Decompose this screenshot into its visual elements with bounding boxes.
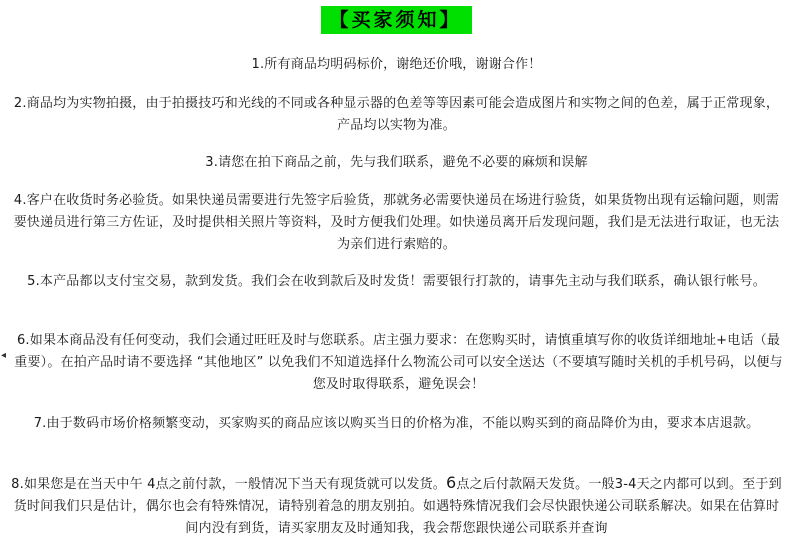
title-wrap — [0, 6, 793, 34]
notice-item-2: 2.商品均为实物拍摄，由于拍摄技巧和光线的不同或各种显示器的色差等等因素可能会造成图片和实物之间的色差，属于正常现象，产品均以实物为准。 — [13, 96, 780, 133]
page-title: 【买家须知】 — [321, 6, 471, 34]
notice-item-6: 6.如果本商品没有任何变动，我们会通过旺旺及时与您联系。店主强力要求：在您购买时，请慎重填写你的收货详细地址+电话（最重要）。在拍产品时请不要选择 “其他地区” 以免我们不知道选择什么物流公司可以安全送达（不要填写随时关机的手机号码，以便与您及时取得联系，避免误会！ — [14, 333, 783, 392]
notice-item-8-highlight: 6 — [445, 473, 457, 492]
notice-item-8-part1: 8.如果您是在当天中午 4点之前付款，一般情况下当天有现货就可以发货。 — [11, 477, 446, 492]
notice-item-7: 7.由于数码市场价格频繁变动，买家购买的商品应该以购买当日的价格为准，不能以购买到的商品降价为由，要求本店退款。 — [33, 416, 760, 431]
notice-item-8-part2: 点之后付款隔天发货。一般3-4天之内都可以到。至于到货时间我们只是估计，偶尔也会有特殊情况，请特别着急的朋友别拍。如遇特殊情况我们会尽快跟快递公司联系解决。如果在估算时间内没有到货，请买家朋友及时通知我，我会帮您跟快递公司联系并查询 — [13, 477, 782, 536]
notice-item-5: 5.本产品都以支付宝交易，款到发货。我们会在收到款后及时发货！需要银行打款的，请事先主动与我们联系，确认银行帐号。 — [27, 274, 766, 289]
left-edge-arrow-icon: ◂ — [1, 350, 7, 361]
notice-item-1: 1.所有商品均明码标价，谢绝还价哦，谢谢合作！ — [251, 57, 542, 72]
notice-item-8 — [10, 472, 783, 540]
notice-item-3: 3.请您在拍下商品之前，先与我们联系，避免不必要的麻烦和误解 — [205, 155, 588, 170]
notice-item-4: 4.客户在收货时务必验货。如果快递员需要进行先签字后验货，那就务必需要快递员在场进行验货，如果货物出现有运输问题，则需要快递员进行第三方佐证，及时提供相关照片等资料，及时方便我们处理。如快递员离开后发现问题，我们是无法进行取证，也无法为亲们进行索赔的。 — [13, 193, 780, 252]
